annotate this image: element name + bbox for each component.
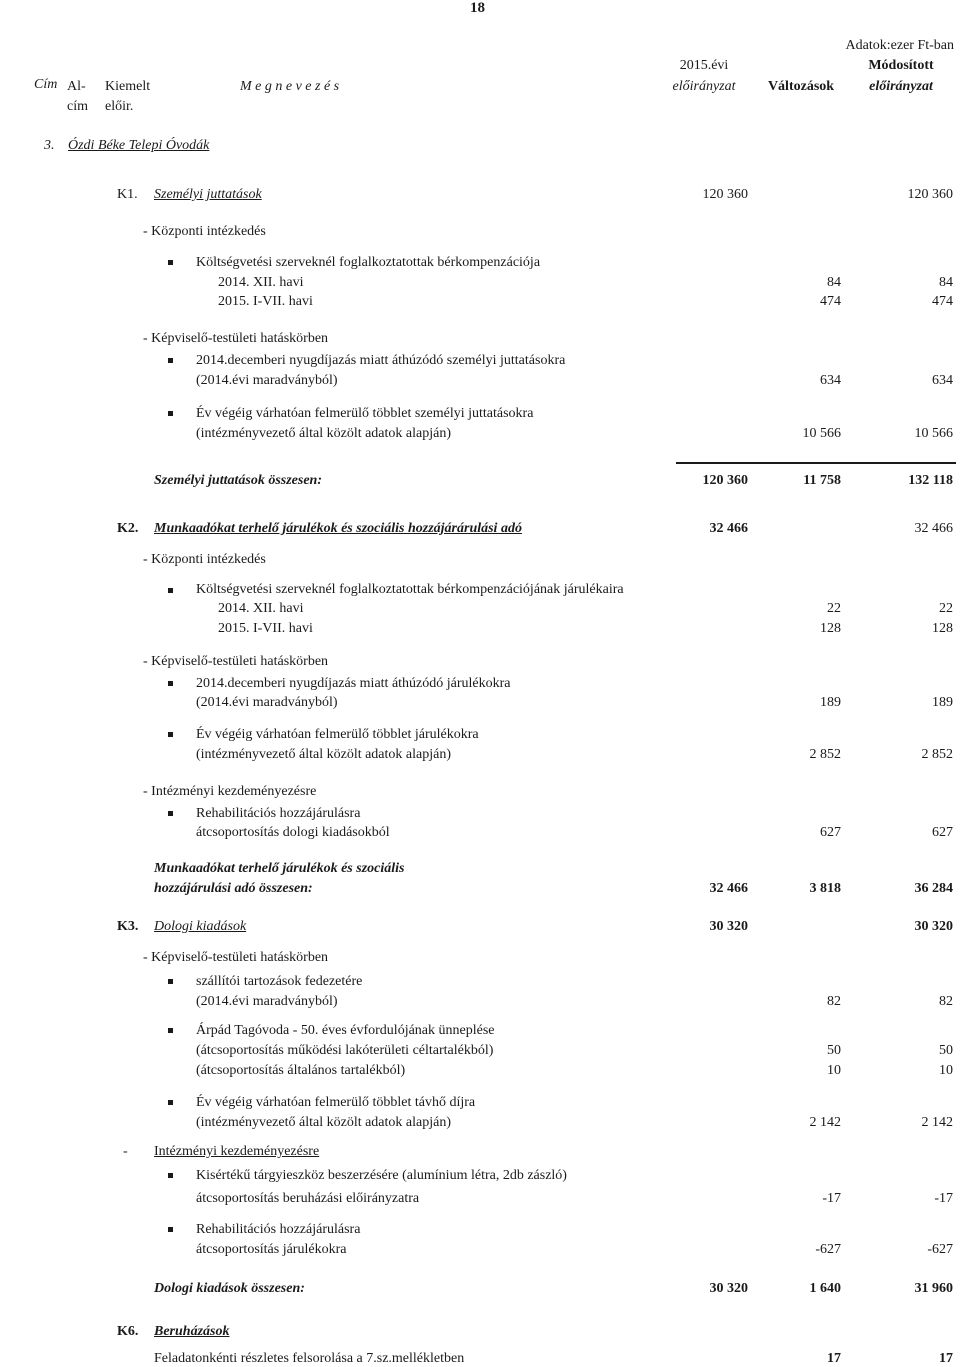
k1-b1-v1-mod: 84 [939,275,953,290]
k2-title: Munkaadókat terhelő járulékok és szociális hozzájárárulási adó [154,521,522,536]
k3-b4-line1: Kisértékű tárgyieszköz beszerzésére (alumínium létra, 2db zászló) [196,1168,567,1183]
col-header-2015-1: 2015.évi [679,58,729,73]
bullet-icon [168,358,173,363]
k2-total-change: 3 818 [809,881,841,896]
k3-b3-line2: (intézményvezető által közölt adatok alapján) [196,1115,451,1130]
col-header-alcim-1: Al- [67,79,86,94]
k3-b5-line2: átcsoportosítás járulékokra [196,1242,347,1257]
col-header-kiemelt-2: előir. [105,99,134,114]
k1-total-mod: 132 118 [908,473,953,488]
k2-b4-line1: Rehabilitációs hozzájárulásra [196,806,361,821]
k2-b4-mod: 627 [932,825,953,840]
k2-b2-line1: 2014.decemberi nyugdíjazás miatt áthúzódó járulékokra [196,676,511,691]
bullet-icon [168,1028,173,1033]
k1-orig-value: 120 360 [702,187,748,202]
bullet-icon [168,260,173,265]
k3-inst-dash: - [123,1144,128,1159]
k3-b2-v1-mod: 50 [939,1043,953,1058]
k3-total-change: 1 640 [809,1281,841,1296]
bullet-icon [168,1100,173,1105]
col-header-valtozasok: Változások [767,79,835,94]
k6-change: 17 [827,1351,841,1366]
k2-b1-v2-mod: 128 [932,621,953,636]
k1-total-label: Személyi juttatások összesen: [154,473,323,488]
k3-b2-v2-change: 10 [827,1063,841,1078]
k3-b2-v1-change: 50 [827,1043,841,1058]
k2-orig-value: 32 466 [709,521,748,536]
k1-b2-line1: 2014.decemberi nyugdíjazás miatt áthúzódó személyi juttatásokra [196,353,566,368]
k3-orig-value: 30 320 [709,919,748,934]
k1-b1-line1: 2014. XII. havi [218,275,304,290]
k1-b2-mod: 634 [932,373,953,388]
k2-inst-heading: - Intézményi kezdeményezésre [143,784,317,799]
k2-b2-change: 189 [820,695,841,710]
col-header-megnevezes: M e g n e v e z é s [240,79,340,94]
col-header-kiemelt-1: Kiemelt [105,79,151,94]
bullet-icon [168,411,173,416]
bullet-icon [168,811,173,816]
k2-central-heading: - Központi intézkedés [143,552,266,567]
k1-b3-change: 10 566 [802,426,841,441]
k2-b1-v2-change: 128 [820,621,841,636]
k3-inst-heading: Intézményi kezdeményezésre [154,1144,320,1159]
section-title: Ózdi Béke Telepi Óvodák [68,138,210,153]
col-header-modositott-1: Módosított [868,58,934,73]
bullet-icon [168,588,173,593]
col-header-2015-2: előirányzat [672,79,736,94]
bullet-icon [168,732,173,737]
k1-title: Személyi juttatások [154,187,262,202]
k3-b4-line2: átcsoportosítás beruházási előirányzatra [196,1191,420,1206]
k2-b1-line1: 2014. XII. havi [218,601,304,616]
k2-b2-line2: (2014.évi maradványból) [196,695,338,710]
k3-b2-line1: Árpád Tagóvoda - 50. éves évfordulójának ünneplése [196,1023,495,1038]
k1-mod-value: 120 360 [907,187,953,202]
bullet-icon [168,681,173,686]
k1-central-heading: - Központi intézkedés [143,224,266,239]
k1-total-change: 11 758 [803,473,841,488]
k1-b1-v1-change: 84 [827,275,841,290]
k1-b2-line2: (2014.évi maradványból) [196,373,338,388]
k3-b1-line1: szállítói tartozások fedezetére [196,974,363,989]
k2-total-mod: 36 284 [914,881,953,896]
page-number: 18 [470,0,485,16]
k2-council-heading: - Képviselő-testületi hatáskörben [143,654,329,669]
k1-b1-text: Költségvetési szerveknél foglalkoztatottak bérkompenzációja [196,255,541,270]
total-divider [676,462,956,464]
k3-total-label: Dologi kiadások összesen: [154,1281,305,1296]
k2-b3-change: 2 852 [809,747,841,762]
k3-b3-change: 2 142 [809,1115,841,1130]
k3-code: K3. [117,919,139,934]
k2-total-orig: 32 466 [709,881,748,896]
k6-line: Feladatonkénti részletes felsorolása a 7.sz.mellékletben [154,1351,465,1366]
k1-council-heading: - Képviselő-testületi hatáskörben [143,331,329,346]
k1-b1-v2-mod: 474 [932,294,953,309]
k2-total-label-1: Munkaadókat terhelő járulékok és szociális [154,861,405,876]
k3-b2-line2: (átcsoportosítás működési lakóterületi céltartalékból) [196,1043,494,1058]
bullet-icon [168,1173,173,1178]
k3-total-mod: 31 960 [914,1281,953,1296]
k3-b5-change: -627 [815,1242,841,1257]
k1-b3-line2: (intézményvezető által közölt adatok alapján) [196,426,451,441]
k3-b4-mod: -17 [934,1191,953,1206]
col-header-alcim-2: cím [67,99,88,114]
k3-b2-line3: (átcsoportosítás általános tartalékból) [196,1063,406,1078]
k1-b2-change: 634 [820,373,841,388]
k1-b3-line1: Év végéig várhatóan felmerülő többlet személyi juttatásokra [196,406,534,421]
k2-b1-v1-mod: 22 [939,601,953,616]
k3-b1-line2: (2014.évi maradványból) [196,994,338,1009]
k2-b1-line2: 2015. I-VII. havi [218,621,313,636]
k1-total-orig: 120 360 [702,473,748,488]
unit-note: Adatok:ezer Ft-ban [845,38,954,53]
col-header-cim: Cím [34,77,58,92]
k2-b1-text: Költségvetési szerveknél foglalkoztatottak bérkompenzációjának járulékaira [196,582,624,597]
k2-b2-mod: 189 [932,695,953,710]
k2-total-label-2: hozzájárulási adó összesen: [154,881,313,896]
k6-code: K6. [117,1324,139,1339]
bullet-icon [168,1227,173,1232]
k1-b1-line2: 2015. I-VII. havi [218,294,313,309]
k2-b1-v1-change: 22 [827,601,841,616]
k3-b1-mod: 82 [939,994,953,1009]
k3-b3-mod: 2 142 [921,1115,953,1130]
k1-b3-mod: 10 566 [914,426,953,441]
k2-b3-line1: Év végéig várhatóan felmerülő többlet járulékokra [196,727,479,742]
k2-b4-change: 627 [820,825,841,840]
k3-mod-value: 30 320 [914,919,953,934]
k1-code: K1. [117,187,138,202]
k2-mod-value: 32 466 [914,521,953,536]
bullet-icon [168,979,173,984]
k2-b3-mod: 2 852 [921,747,953,762]
section-number: 3. [44,138,55,153]
k6-title: Beruházások [154,1324,230,1339]
k3-title: Dologi kiadások [154,919,247,934]
k3-total-orig: 30 320 [709,1281,748,1296]
k3-b3-line1: Év végéig várhatóan felmerülő többlet távhő díjra [196,1095,476,1110]
col-header-modositott-2: előirányzat [869,79,933,94]
k3-council-heading: - Képviselő-testületi hatáskörben [143,950,329,965]
k6-mod: 17 [939,1351,953,1366]
k1-b1-v2-change: 474 [820,294,841,309]
k3-b1-change: 82 [827,994,841,1009]
k3-b5-mod: -627 [927,1242,953,1257]
k2-code: K2. [117,521,139,536]
k3-b4-change: -17 [822,1191,841,1206]
k2-b3-line2: (intézményvezető által közölt adatok alapján) [196,747,451,762]
k3-b2-v2-mod: 10 [939,1063,953,1078]
k2-b4-line2: átcsoportosítás dologi kiadásokból [196,825,390,840]
k3-b5-line1: Rehabilitációs hozzájárulásra [196,1222,361,1237]
